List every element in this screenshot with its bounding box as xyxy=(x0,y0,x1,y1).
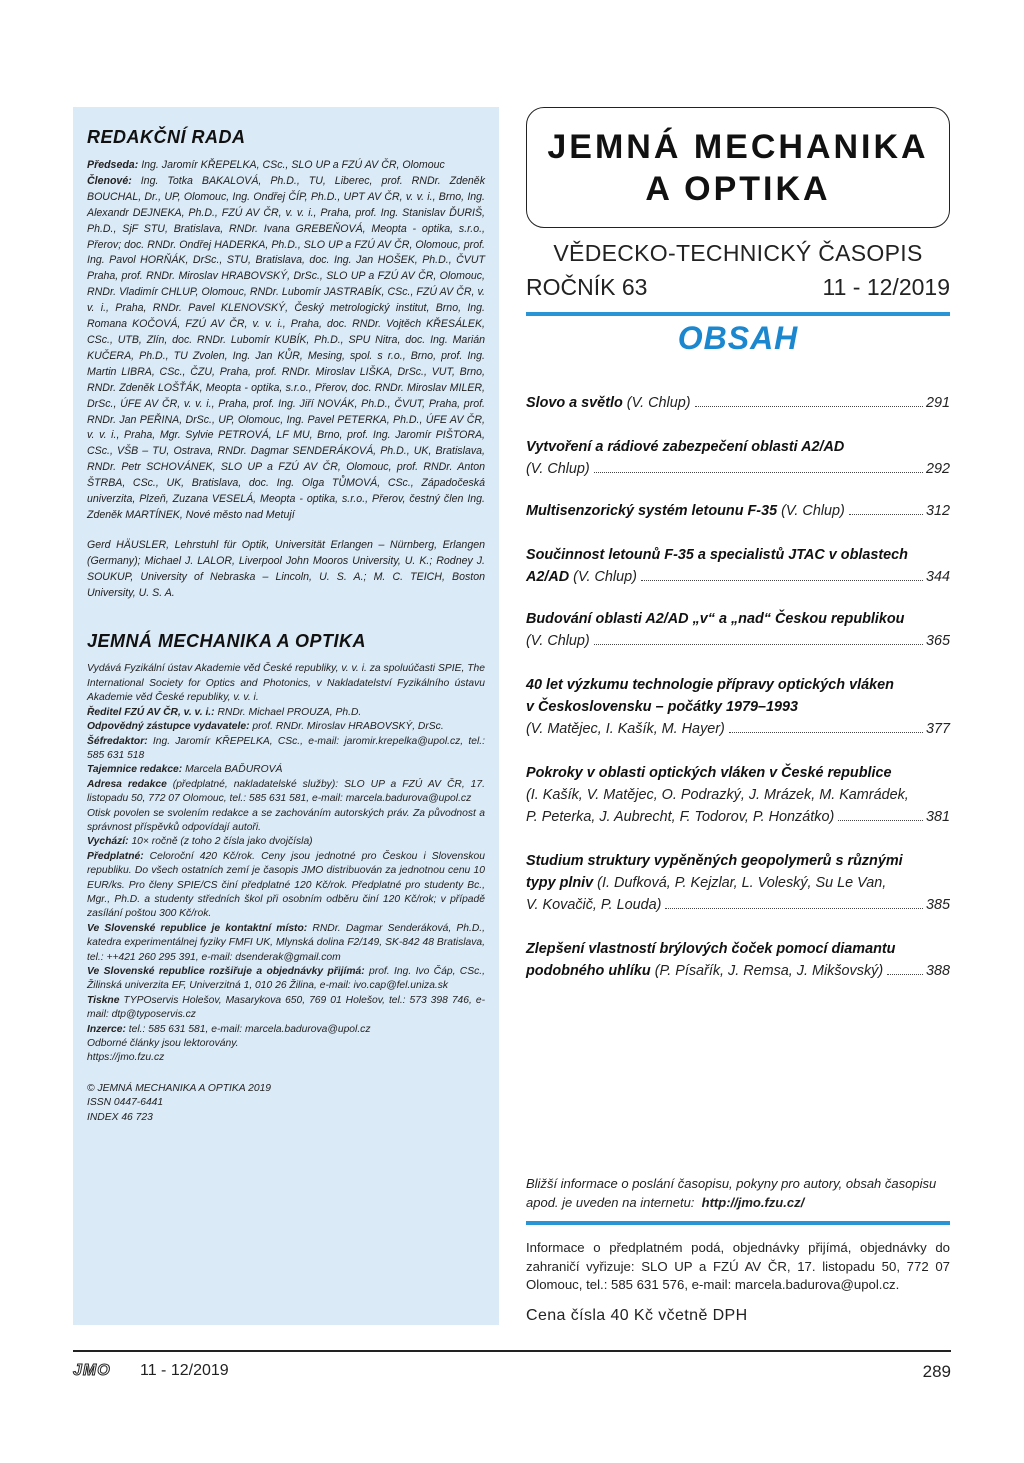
print-text: TYPOservis Holešov, Masarykova 650, 769 01 Holešov, tel.: 573 398 746, e-mail: dtp@typoservis.cz xyxy=(87,994,485,1021)
toc-author: (P. Písařík, J. Remsa, J. Mikšovský) xyxy=(650,963,884,979)
toc-title: Vytvoření a rádiové zabezpečení oblasti A2/AD xyxy=(526,439,845,455)
journal-heading: JEMNÁ MECHANIKA A OPTIKA xyxy=(87,631,367,652)
toc-leader-dots xyxy=(594,644,923,645)
sk-contact-text: RNDr. Dagmar Senderáková, Ph.D., katedra experimentálnej fyziky FMFI UK, Mlynská dolina F2/149, SK-842 48 Bratislava, tel.: ++421 260 295 391, e-mail: dsenderak@gmail.com xyxy=(87,922,486,963)
toc-leader-dots xyxy=(729,732,923,733)
toc-line xyxy=(526,566,950,588)
secretary-line xyxy=(87,763,485,777)
toc-line xyxy=(526,850,950,872)
print-line xyxy=(87,994,485,1023)
toc-entry[interactable] xyxy=(526,674,950,740)
toc-line xyxy=(526,872,950,894)
board-members-text xyxy=(87,158,485,524)
reviewed-text: Odborné články jsou lektorovány. xyxy=(87,1038,239,1050)
journal-subtitle: VĚDECKO-TECHNICKÝ ČASOPIS xyxy=(553,240,923,266)
toc-title: podobného uhlíku xyxy=(526,963,651,979)
toc-line xyxy=(526,608,950,630)
print-label: Tiskne xyxy=(87,994,120,1006)
toc-line xyxy=(526,960,950,982)
toc-author: (V. Chlup) xyxy=(526,633,590,649)
subscription-text: Celoroční 420 Kč/rok. Ceny jsou jednotné pro Českou i Slovenskou republiku. Do všech ostatních zemí je časopis JMO distribuován za jednotnou cenu 10 EUR/ks. Pro členy SPIE/CS činí předplatné 120 Kč/rok. Předplatné pro studenty Bc., Mgr., Ph.D. a studenty středních škol při osobním odběru činí 120 Kč/rok; v případě zasílání poštou 300 Kč/rok. xyxy=(87,850,485,920)
toc-entry[interactable] xyxy=(526,938,950,982)
toc-entry[interactable] xyxy=(526,392,950,414)
sk-orders-line xyxy=(87,965,485,994)
divider-rule xyxy=(526,312,950,316)
representative-text: prof. RNDr. Miroslav HRABOVSKÝ, DrSc. xyxy=(249,721,444,733)
toc-page-number: 385 xyxy=(925,897,950,913)
editorial-board xyxy=(87,158,485,524)
toc-page-number: 377 xyxy=(925,721,950,737)
toc-author: P. Peterka, J. Aubrecht, F. Todorov, P. Honzátko) xyxy=(526,809,835,825)
ads-label: Inzerce: xyxy=(87,1023,126,1035)
website-text: https://jmo.fzu.cz xyxy=(87,1052,165,1064)
toc-entry[interactable] xyxy=(526,850,950,916)
toc-title: Slovo a světlo xyxy=(526,395,623,411)
toc-leader-dots xyxy=(838,820,923,821)
toc-line xyxy=(526,500,950,522)
toc-line xyxy=(526,762,950,784)
divider-rule-bottom xyxy=(526,1221,950,1225)
toc-leader-dots xyxy=(594,472,923,473)
toc-entry[interactable] xyxy=(526,436,950,480)
toc-page-number: 291 xyxy=(925,395,950,411)
contents-heading: OBSAH xyxy=(677,320,799,356)
frequency-text: 10× ročně (z toho 2 čísla jako dvojčísla) xyxy=(128,836,313,848)
toc-leader-dots xyxy=(849,514,923,515)
journal-info xyxy=(87,662,485,1125)
toc-line xyxy=(526,458,950,480)
toc-page-number: 292 xyxy=(925,461,950,477)
toc-page-number: 312 xyxy=(925,503,950,519)
sk-contact-label: Ve Slovenské republice je kontaktní místo: xyxy=(87,922,308,934)
page-number: 289 xyxy=(922,1362,951,1381)
address-text: (předplatné, nakladatelské služby): SLO UP a FZÚ AV ČR, 17. listopadu 50, 772 07 Olomouc, tel.: 585 631 581, e-mail: marcela.badurova@upol.cz xyxy=(87,778,485,805)
toc-author: (V. Chlup) xyxy=(622,395,691,411)
director-text: RNDr. Michael PROUZA, Ph.D. xyxy=(214,706,362,718)
representative-label: Odpovědný zástupce vydavatele: xyxy=(87,721,250,733)
ads-line xyxy=(87,1023,485,1037)
frequency-line xyxy=(87,835,485,849)
jmo-logo: JMO xyxy=(73,1362,111,1379)
foreign-members-text: Gerd HÄUSLER, Lehrstuhl für Optik, Universität Erlangen – Nürnberg, Erlangen (Germany); Michael J. LALOR, Liverpool John Mooros University, U. K.; Rodney J. SOUKUP, University of Nebraska – Lincoln, U. S. A.; M. C. TEICH, Boston University, U. S. A. xyxy=(87,538,485,599)
toc-line xyxy=(526,544,950,566)
toc-title: A2/AD xyxy=(526,569,570,585)
director-label: Ředitel FZÚ AV ČR, v. v. i.: xyxy=(87,706,215,718)
toc-title: Zlepšení vlastností brýlových čoček pomocí diamantu xyxy=(526,941,896,957)
toc-leader-dots xyxy=(695,406,923,407)
copyright-text: © JEMNÁ MECHANIKA A OPTIKA 2019 xyxy=(87,1082,272,1094)
volume-row xyxy=(526,274,950,301)
toc-title: Studium struktury vypěněných geopolymerů s různými xyxy=(526,853,903,869)
toc-line xyxy=(526,392,950,414)
editor-line xyxy=(87,735,485,764)
toc-entry[interactable] xyxy=(526,762,950,828)
toc-entry[interactable] xyxy=(526,500,950,522)
toc-author: (V. Chlup) xyxy=(777,503,845,519)
sk-orders-text: prof. Ing. Ivo Čáp, CSc., Žilinská univerzita EF, Univerzitná 1, 010 26 Žilina, e-mail: ivo.cap@fel.uniza.sk xyxy=(87,966,485,992)
ads-text: tel.: 585 631 581, e-mail: marcela.badurova@upol.cz xyxy=(125,1023,371,1035)
editor-label: Šéfredaktor: xyxy=(87,735,148,747)
sk-contact-line xyxy=(87,922,485,965)
toc-author: (V. Chlup) xyxy=(526,461,590,477)
info-text xyxy=(526,1174,950,1212)
address-label: Adresa redakce xyxy=(87,778,167,790)
toc-author: V. Kovačič, P. Louda) xyxy=(526,897,662,913)
issue-label: 11 - 12/2019 xyxy=(822,274,950,300)
secretary-label: Tajemnice redakce: xyxy=(87,764,183,776)
toc-page-number: 365 xyxy=(925,633,950,649)
toc-title: typy plniv xyxy=(526,875,594,891)
subscription-label: Předplatné: xyxy=(87,850,144,862)
toc-author: (V. Chlup) xyxy=(569,569,637,585)
toc-line xyxy=(526,674,950,696)
price-text: Cena čísla 40 Kč včetně DPH xyxy=(526,1307,748,1324)
toc-title: Pokroky v oblasti optických vláken v České republice xyxy=(526,765,892,781)
copyright-block xyxy=(87,1082,485,1125)
toc-title: Budování oblasti A2/AD „v“ a „nad“ Českou republikou xyxy=(526,611,905,627)
chair-text: Ing. Jaromír KŘEPELKA, CSc., SLO UP a FZÚ AV ČR, Olomouc xyxy=(141,159,445,171)
editor-text: Ing. Jaromír KŘEPELKA, CSc., e-mail: jaromir.krepelka@upol.cz, tel.: 585 631 518 xyxy=(87,735,485,761)
toc-title: 40 let výzkumu technologie přípravy optických vláken xyxy=(526,677,894,693)
secretary-text: Marcela BAĎUROVÁ xyxy=(182,764,283,776)
toc-line xyxy=(526,784,950,806)
toc-line xyxy=(526,436,950,458)
info-description: Bližší informace o poslání časopisu, pokyny pro autory, obsah časopisu apod. je uveden na internetu: xyxy=(526,1176,937,1210)
toc-line xyxy=(526,894,950,916)
volume-label: ROČNÍK 63 xyxy=(526,274,648,300)
toc-leader-dots xyxy=(665,908,923,909)
toc-author: (I. Dufková, P. Kejzlar, L. Voleský, Su Le Van, xyxy=(593,875,887,891)
toc-page-number: 344 xyxy=(925,569,950,585)
frequency-label: Vychází: xyxy=(87,836,129,848)
toc-page-number: 388 xyxy=(925,963,950,979)
toc-line xyxy=(526,696,950,718)
journal-title-box xyxy=(526,107,950,228)
toc-line xyxy=(526,938,950,960)
journal-title-line-2: A OPTIKA xyxy=(645,169,831,208)
toc-title: Součinnost letounů F-35 a specialistů JTAC v oblastech xyxy=(526,547,908,563)
subscription-line xyxy=(87,850,485,922)
journal-title-line-1: JEMNÁ MECHANIKA xyxy=(547,127,929,166)
subscription-info: Informace o předplatném podá, objednávky přijímá, objednávky do zahraničí vyřizuje: SLO UP a FZÚ AV ČR, 17. listopadu 50, 772 07 Olomouc, tel.: 585 631 576, e-mail: marcela.badurova@upol.cz. xyxy=(526,1240,950,1292)
sk-orders-label: Ve Slovenské republice rozšiřuje a objednávky přijímá: xyxy=(87,966,365,977)
toc-entry[interactable] xyxy=(526,544,950,588)
toc-leader-dots xyxy=(887,974,923,975)
chair-label: Předseda: xyxy=(87,159,139,171)
address-line xyxy=(87,778,485,807)
director-line xyxy=(87,706,485,720)
toc-title: v Československu – počátky 1979–1993 xyxy=(526,699,798,715)
representative-line xyxy=(87,720,485,734)
footer-issue: 11 - 12/2019 xyxy=(140,1362,229,1379)
toc-author: (I. Kašík, V. Matějec, O. Podrazký, J. Mrázek, M. Kamrádek, xyxy=(526,787,909,803)
issn-text: ISSN 0447-6441 xyxy=(87,1097,164,1109)
toc-line xyxy=(526,806,950,828)
toc-line xyxy=(526,718,950,740)
journal-url-link[interactable]: http://jmo.fzu.cz/ xyxy=(701,1195,805,1210)
toc-line xyxy=(526,630,950,652)
publisher-text: Vydává Fyzikální ústav Akademie věd České republiky, v. v. i. za spoluúčasti SPIE, The International Society for Optics and Photonics, v Nakladatelství Fyzikálního ústavu Akademie věd České republiky, v. v. i. xyxy=(87,663,485,704)
index-text: INDEX 46 723 xyxy=(87,1111,153,1123)
toc-author: (V. Matějec, I. Kašík, M. Hayer) xyxy=(526,721,725,737)
editorial-panel xyxy=(73,107,499,1325)
toc-title: Multisenzorický systém letounu F-35 xyxy=(526,503,778,519)
members-text: Ing. Totka BAKALOVÁ, Ph.D., TU, Liberec, prof. RNDr. Zdeněk BOUCHAL, Dr., UP, Olomouc, Ing. Ondřej ČÍP, Ph.D., UPT AV ČR, v. v. i., Brno, Ing. Alexandr DEJNEKA, Ph.D., FZÚ AV ČR, v. v. i., Praha, prof. Ing. Stanislav ĎURIŠ, Ph.D., SjF STU, Bratislava, RNDr. Ivana GREBEŇOVÁ, Meopta - optika, s.r.o., Přerov; doc. RNDr. Ondřej HADERKA, Ph.D., SLO UP a FZÚ AV ČR, Olomouc, prof. Ing. Pavol HORŇÁK, DrSc., STU, Bratislava, doc. Ing. Jan HOŠEK, Ph.D., ČVUT Praha, prof. RNDr. Miroslav HRABOVSKÝ, DrSc., SLO UP a FZÚ AV ČR, Olomouc, RNDr. Vladimír CHLUP, Olomouc, RNDr. Lubomír JASTRABÍK, CSc., FZÚ AV ČR, v. v. i., Praha, RNDr. Pavel KLENOVSKÝ, Český metrologický institut, Brno, Ing. Romana KOČOVÁ, FZÚ AV ČR, v. v. i., Praha, doc. RNDr. Vojtěch KŘESÁLEK, CSc., UTB, Zlín, doc. RNDr. Lubomír KUBÍK, Ph.D., SPU Nitra, doc. Ing. Marián KUČERA, Ph.D., TU Zvolen, Ing. Jan KŮR, Mesing, spol. s r.o., Brno, prof. Ing. Martin LIBRA, CSc., ČZU, Praha, prof. RNDr. Miroslav LIŠKA, DrSc., VUT, Brno, RNDr. Zdeněk LOŠŤÁK, Meopta - optika, s.r.o., Přerov, doc. RNDr. Miroslav MILER, DrSc., ÚFE AV ČR, v. v. i., Praha, prof. Ing. Jiří NOVÁK, Ph.D., ČVUT, Praha, prof. RNDr. Jan PEŘINA, DrSc., UP, Olomouc, Ing. Pavel PETERKA, Ph.D., ÚFE AV ČR, v. v. i., Praha, Mgr. Sylvie PETROVÁ, LF MU, Brno, prof. Ing. Jaromír PIŠTORA, CSc., VŠB – TU, Ostrava, RNDr. Dagmar SENDERÁKOVÁ, Ph.D., UK, Bratislava, RNDr. Petr SCHOVÁNEK, SLO UP a FZÚ AV ČR, Olomouc, prof. RNDr. Anton ŠTRBA, CSc., UK, Bratislava, doc. Ing. Olga TŮMOVÁ, CSc., Západočeská univerzita, Plzeň, Zuzana VESELÁ, Meopta - optika, s.r.o., Přerov, čestný člen Ing. Zdeněk MARTÍNEK, Nové město nad Metují xyxy=(87,174,485,521)
members-label: Členové: xyxy=(87,174,132,187)
reprint-text: Otisk povolen se svolením redakce a se zachováním autorských práv. Za původnost a správnost příspěvků odpovídají autoři. xyxy=(87,807,485,833)
board-heading: REDAKČNÍ RADA xyxy=(87,127,246,147)
footer-rule xyxy=(73,1350,951,1352)
toc-entry[interactable] xyxy=(526,608,950,652)
toc-leader-dots xyxy=(641,580,923,581)
toc-page-number: 381 xyxy=(925,809,950,825)
